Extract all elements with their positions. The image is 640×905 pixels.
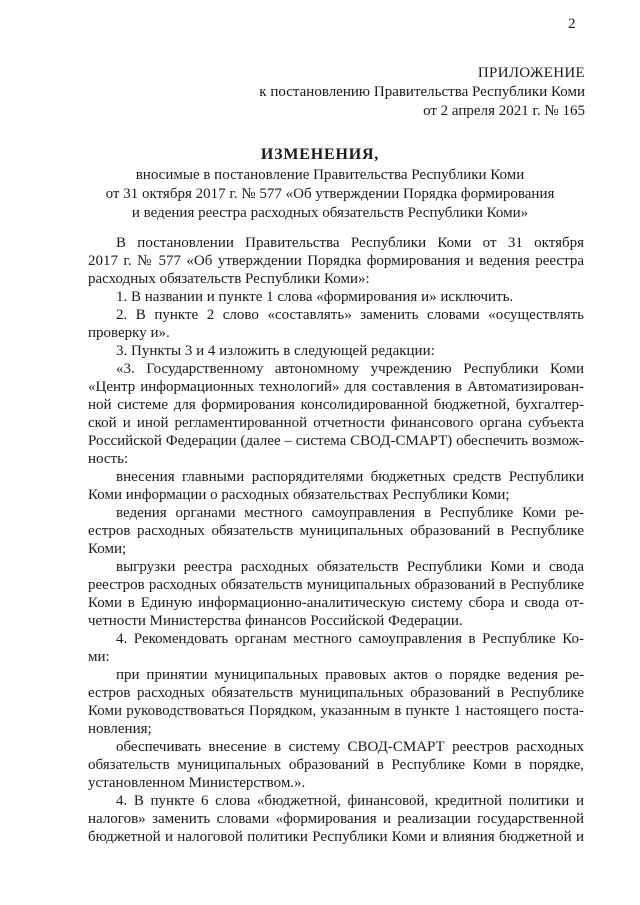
appendix-header <box>259 64 585 121</box>
body-text-line: естров расходных обязательств муниципальных образований в Республике <box>88 685 584 701</box>
body-text-line: налогов» заменить словами «формирования и реализации государственной <box>88 811 584 827</box>
body-text-line: 2017 г. № 577 «Об утверждении Порядка формирования и ведения реестра <box>88 253 584 269</box>
body-text-line: бюджетной и налоговой политики Республики Коми и влияния бюджетной и <box>88 829 584 845</box>
body-text-line: при принятии муниципальных правовых актов о порядке ведения ре- <box>116 667 584 683</box>
body-text-line: 1. В названии и пункте 1 слова «формирования и» исключить. <box>116 289 514 305</box>
appendix-heading: ПРИЛОЖЕНИЕ <box>477 65 585 81</box>
body-text-line: внесения главными распорядителями бюджетных средств Республики <box>116 469 584 485</box>
body-text-line: ской и иной регламентированной отчетности финансового органа субъекта <box>88 415 584 431</box>
body-text-line: 3. Пункты 3 и 4 изложить в следующей редакции: <box>116 343 435 359</box>
body-text-line: ность: <box>88 451 129 467</box>
body-text-line: Коми руководствоваться Порядком, указанным в пункте 1 настоящего поста- <box>88 703 584 719</box>
subtitle-line: вносимые в постановление Правительства Республики Коми <box>135 167 525 183</box>
body-text-line: 4. В пункте 6 слова «бюджетной, финансовой, кредитной политики и <box>116 793 584 809</box>
body-text-line: четности Министерства финансов Российской Федерации. <box>88 613 463 629</box>
body-text-line: Коми; <box>88 541 127 557</box>
body-text-line: Коми информации о расходных обязательствах Республики Коми; <box>88 487 510 503</box>
appendix-resolution-line: к постановлению Правительства Республики Коми <box>259 84 585 100</box>
body-text-line: ведения органами местного самоуправления в Республике Коми ре- <box>116 505 584 521</box>
body-text-line: В постановлении Правительства Республики Коми от 31 октября <box>116 235 584 251</box>
subtitle-line: и ведения реестра расходных обязательств Республики Коми» <box>131 205 529 221</box>
appendix-date-line: от 2 апреля 2021 г. № 165 <box>423 103 585 119</box>
body-text-line: установленном Министерством.». <box>88 775 306 791</box>
document-body <box>88 234 584 846</box>
body-text-line: естров расходных обязательств муниципальных образований в Республике <box>88 523 584 539</box>
body-text-line: ми: <box>88 649 110 665</box>
document-title: ИЗМЕНЕНИЯ, <box>260 146 380 163</box>
body-text-line: 2. В пункте 2 слово «составлять» заменить словами «осуществлять <box>116 307 584 323</box>
document-subtitle <box>90 166 570 223</box>
body-text-line: реестров расходных обязательств муниципальных образований в Республике <box>88 577 584 593</box>
body-text-line: обязательств муниципальных образований в Республике Коми в порядке, <box>88 757 584 773</box>
body-text-line: ной системе для формирования консолидированной бюджетной, бухгалтер- <box>88 397 584 413</box>
body-text-line: 4. Рекомендовать органам местного самоуправления в Республике Ко- <box>116 631 584 647</box>
body-text-line: «3. Государственному автономному учреждению Республики Коми <box>116 361 584 377</box>
body-text-line: «Центр информационных технологий» для составления в Автоматизирован- <box>88 379 584 395</box>
page-number: 2 <box>568 16 576 32</box>
body-text-line: расходных обязательств Республики Коми»: <box>88 271 370 287</box>
body-text-line: Коми в Единую информационно-аналитическую систему сбора и свода от- <box>88 595 584 611</box>
subtitle-line: от 31 октября 2017 г. № 577 «Об утверждении Порядка формирования <box>105 186 555 202</box>
body-text-line: обеспечивать внесение в систему СВОД-СМАРТ реестров расходных <box>116 739 584 755</box>
body-text-line: выгрузки реестра расходных обязательств Республики Коми и свода <box>116 559 584 575</box>
body-text-line: Российской Федерации (далее – система СВОД-СМАРТ) обеспечить возмож- <box>88 433 584 449</box>
body-text-line: проверку и». <box>88 325 170 341</box>
body-text-line: новления; <box>88 721 152 737</box>
